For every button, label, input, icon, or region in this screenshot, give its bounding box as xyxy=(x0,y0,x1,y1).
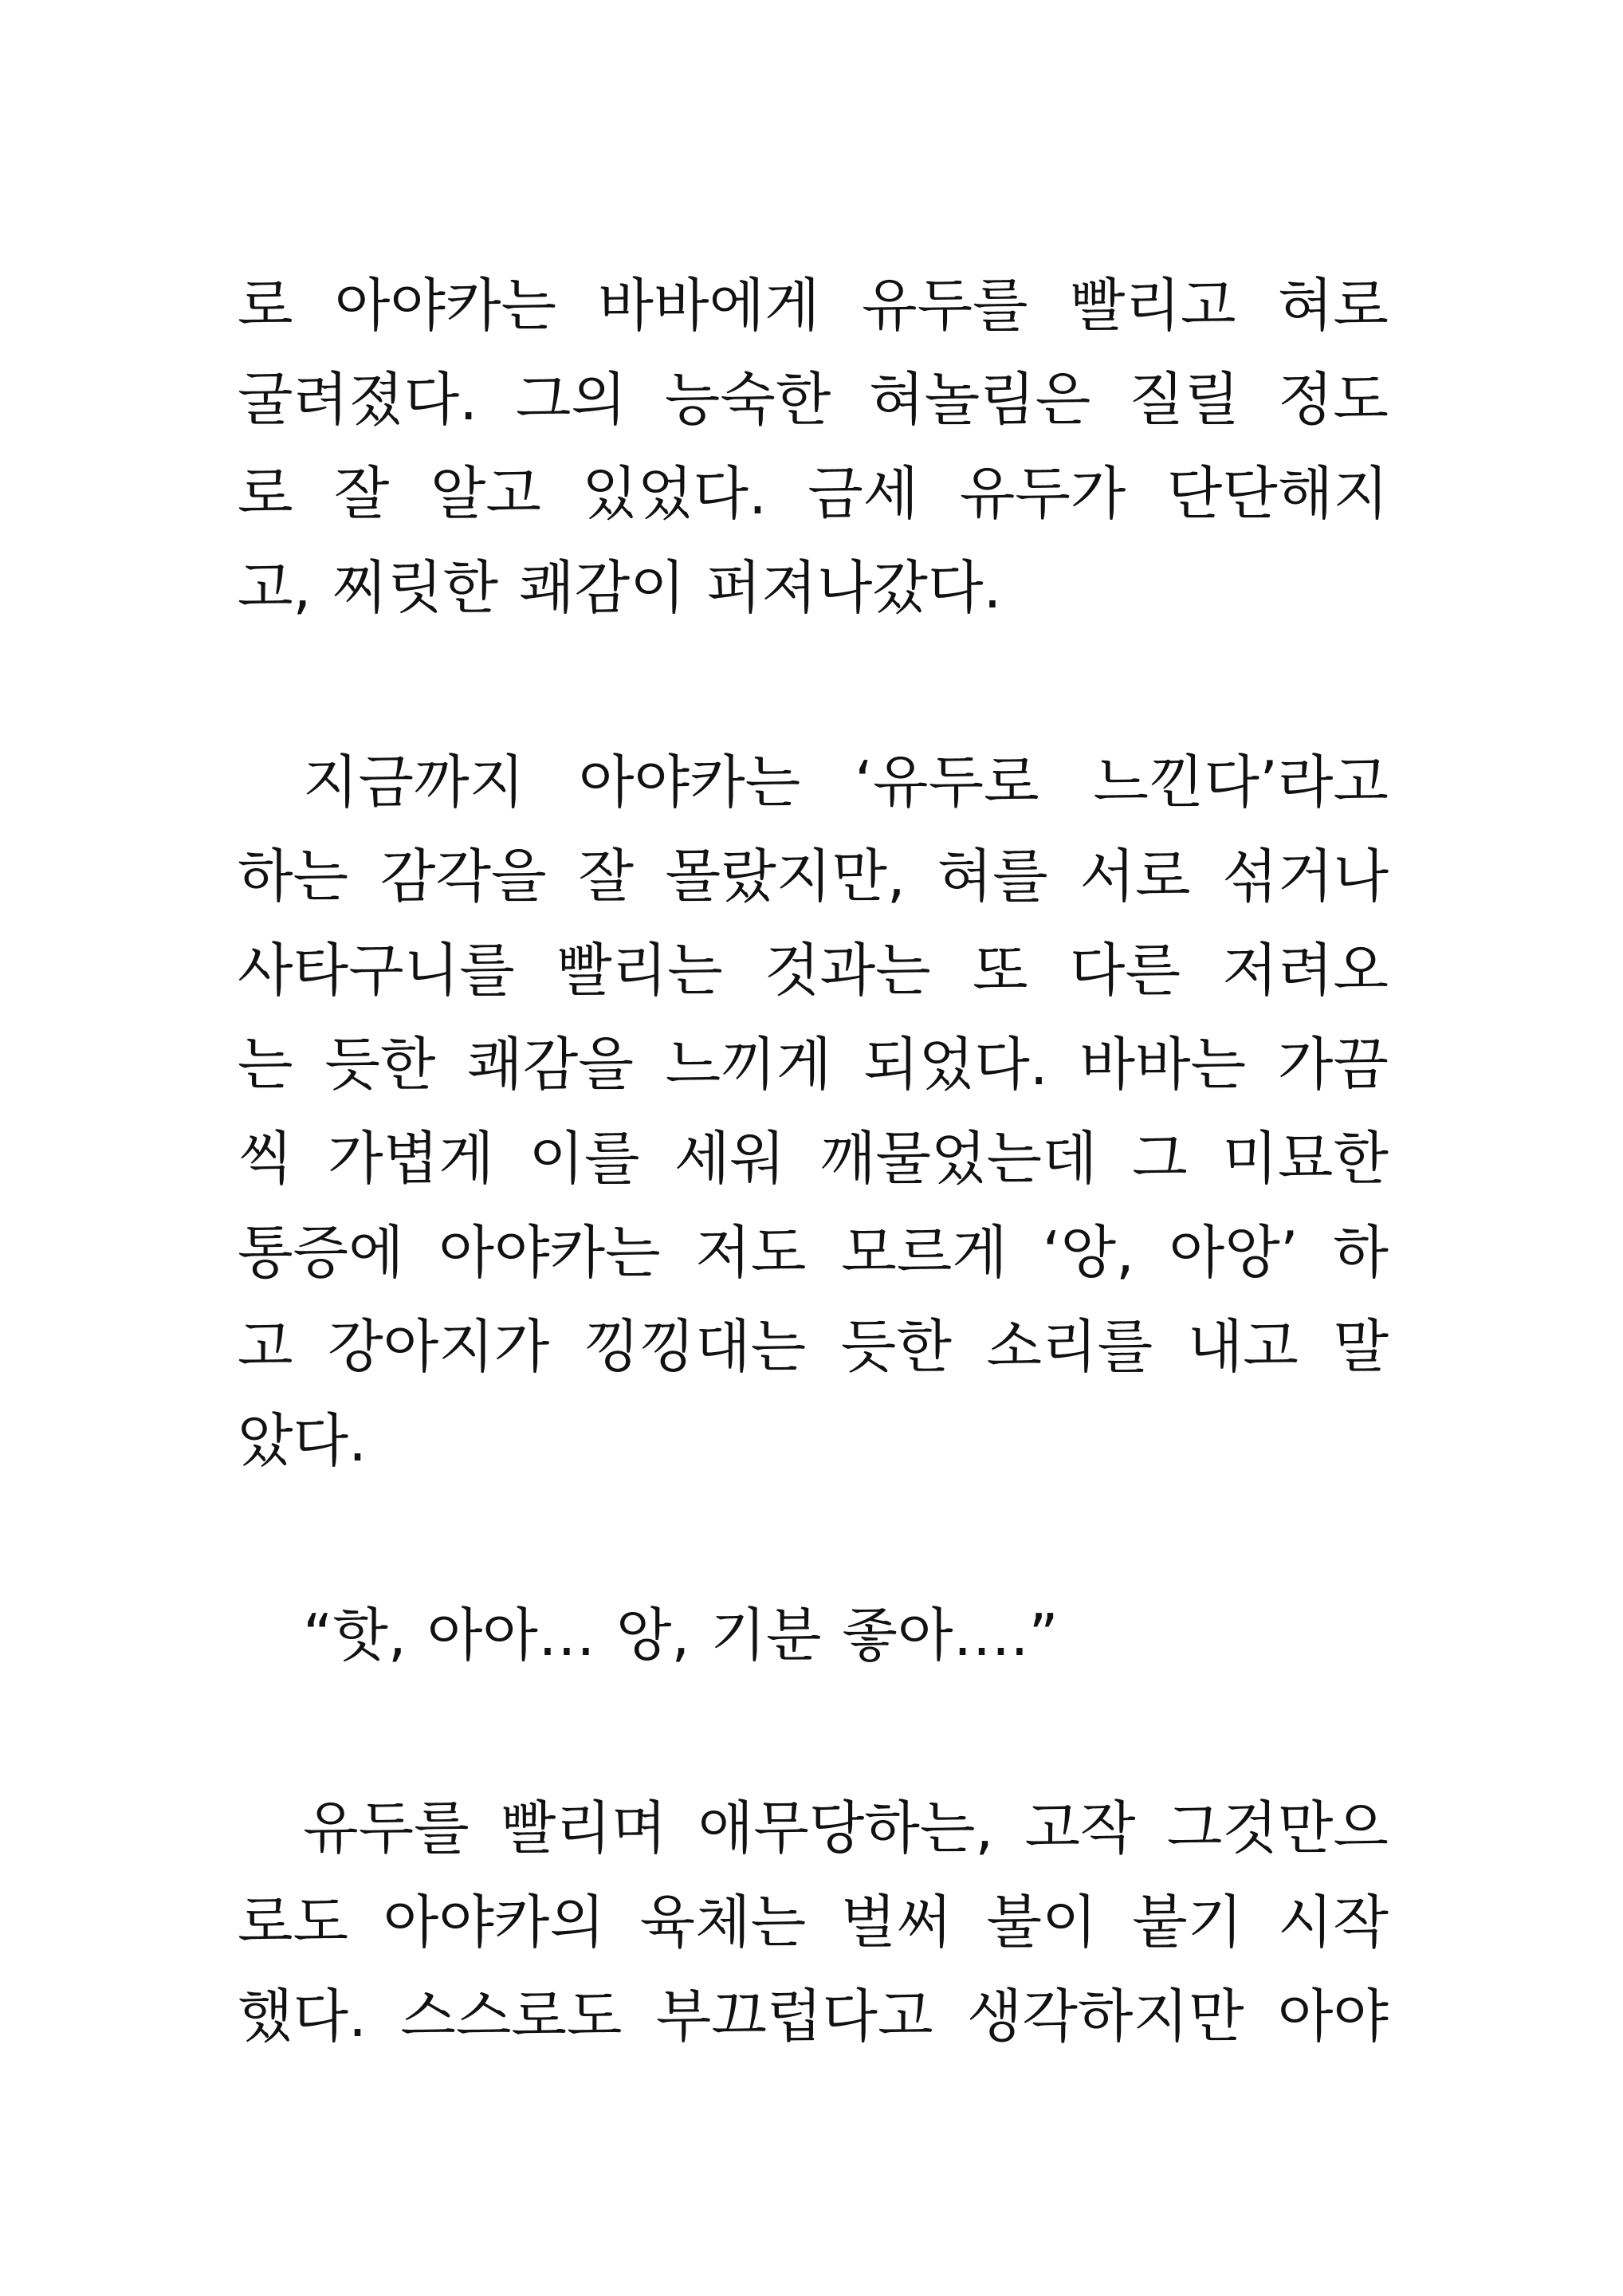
dialogue-line xyxy=(238,1588,1389,1682)
word: 느낀다’라고 xyxy=(1093,749,1389,816)
word: 고, xyxy=(238,554,312,621)
word: 바바는 xyxy=(1079,1031,1247,1098)
word: 사타구니를 xyxy=(238,937,515,1004)
word: 아야카는 xyxy=(438,1219,661,1286)
word: 시작 xyxy=(1277,1889,1389,1956)
word: 몰랐지만, xyxy=(665,843,906,910)
word: 다른 xyxy=(1069,937,1181,1004)
word: 쾌감을 xyxy=(467,1031,634,1098)
word: 아앙’ xyxy=(1169,1219,1299,1286)
word: 그것만으 xyxy=(1166,1795,1389,1862)
word: 능숙한 xyxy=(664,366,831,433)
word: 정도 xyxy=(1277,366,1389,433)
word: 세워 xyxy=(674,1125,786,1192)
word: 알고 xyxy=(430,460,541,527)
word: 있었다. xyxy=(582,460,767,527)
word: 굴려졌다. xyxy=(238,366,478,433)
word: 강아지가 xyxy=(328,1313,550,1380)
word: 쾌감이 xyxy=(519,554,686,621)
word: 섞거나 xyxy=(1222,843,1389,910)
word: 찌릿한 xyxy=(332,554,499,621)
word: 내고 xyxy=(1187,1313,1299,1380)
word: 스스로도 xyxy=(400,1983,623,2050)
word: ‘앙, xyxy=(1042,1219,1134,1286)
word: 로 xyxy=(238,272,293,339)
word: 미묘한 xyxy=(1222,1125,1389,1192)
text-line xyxy=(238,1394,1389,1488)
text-line xyxy=(238,1017,1389,1111)
word: 벌써 xyxy=(840,1889,952,1956)
word: 느끼게 xyxy=(665,1031,832,1098)
word: 았다. xyxy=(238,1407,367,1474)
word: 혀를 xyxy=(937,843,1048,910)
word: 그의 xyxy=(515,366,627,433)
word: 것과는 xyxy=(764,937,931,1004)
text-line xyxy=(238,541,1389,635)
word: 지금까지 xyxy=(303,749,525,816)
text-line xyxy=(238,1111,1389,1205)
word: 유두를 xyxy=(303,1795,470,1862)
text-line xyxy=(238,258,1389,352)
text-line xyxy=(238,352,1389,446)
word: 그 xyxy=(1132,1125,1188,1192)
word: 애무당하는, xyxy=(698,1795,994,1862)
word: 잘 xyxy=(333,460,390,527)
word: 고 xyxy=(238,1313,293,1380)
word: 말 xyxy=(1333,1313,1389,1380)
word: 단단해지 xyxy=(1166,460,1389,527)
word: 혀놀림은 xyxy=(869,366,1091,433)
word: 기분 xyxy=(710,1602,822,1669)
text-line xyxy=(238,1299,1389,1394)
word: 바바에게 xyxy=(598,272,820,339)
word: 생각하지만 xyxy=(966,1983,1244,2050)
word: 빨리는 xyxy=(556,937,723,1004)
word: 낑낑대는 xyxy=(584,1313,807,1380)
word: 깨물었는데 xyxy=(819,1125,1098,1192)
word: 아야 xyxy=(1277,1983,1389,2050)
word: 앙, xyxy=(615,1602,690,1669)
word: 로도 xyxy=(238,1889,349,1956)
word: “핫, xyxy=(303,1602,407,1669)
word: 되었다. xyxy=(863,1031,1048,1098)
word: 부끄럽다고 xyxy=(655,1983,933,2050)
word: 가볍게 xyxy=(328,1125,494,1192)
word: 듯한 xyxy=(324,1031,436,1098)
text-line xyxy=(238,735,1389,829)
word: ‘유두로 xyxy=(855,749,1039,816)
word: 통증에 xyxy=(238,1219,404,1286)
word: 빨리고 xyxy=(1069,272,1236,339)
word: 하는 xyxy=(238,843,349,910)
text-line xyxy=(238,1205,1389,1299)
text-line xyxy=(238,1875,1389,1969)
word: 불이 xyxy=(986,1889,1098,1956)
word: 유두가 xyxy=(959,460,1126,527)
word: 금세 xyxy=(808,460,919,527)
word: 고작 xyxy=(1024,1795,1136,1862)
word: 했다. xyxy=(238,1983,367,2050)
word: 씩 xyxy=(238,1125,293,1192)
word: 퍼져나갔다. xyxy=(705,554,1002,621)
word: 감각을 xyxy=(379,843,547,910)
word: 혀로 xyxy=(1277,272,1389,339)
word: 육체는 xyxy=(639,1889,807,1956)
word: 아야카는 xyxy=(334,272,557,339)
word: 소리를 xyxy=(986,1313,1153,1380)
word: 저도 xyxy=(695,1219,807,1286)
word: 아야카는 xyxy=(579,749,801,816)
word: 유두를 xyxy=(861,272,1028,339)
text-line xyxy=(238,446,1389,541)
text-line xyxy=(238,1781,1389,1875)
text-line xyxy=(238,1969,1389,2063)
word: 모르게 xyxy=(841,1219,1008,1286)
word: 는 xyxy=(238,1031,293,1098)
word: 하 xyxy=(1333,1219,1389,1286)
word: 붙기 xyxy=(1132,1889,1244,1956)
text-line xyxy=(238,923,1389,1017)
word: 로 xyxy=(238,460,293,527)
word: 가끔 xyxy=(1277,1031,1389,1098)
word: 아야카의 xyxy=(383,1889,605,1956)
text-line xyxy=(238,829,1389,923)
word: 잘 xyxy=(578,843,634,910)
word: 이를 xyxy=(529,1125,640,1192)
word: 좋아….” xyxy=(842,1602,1059,1669)
word: 저려오 xyxy=(1222,937,1389,1004)
word: 서로 xyxy=(1079,843,1191,910)
word: 질릴 xyxy=(1129,366,1240,433)
word: 듯한 xyxy=(840,1313,952,1380)
word: 빨리며 xyxy=(500,1795,667,1862)
word: 아아… xyxy=(426,1602,595,1669)
word: 또 xyxy=(973,937,1028,1004)
